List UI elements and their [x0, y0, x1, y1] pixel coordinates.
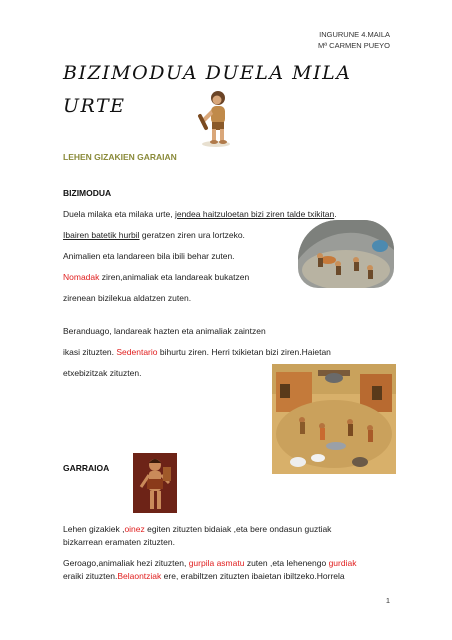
- subtitle: LEHEN GIZAKIEN GARAIAN: [63, 152, 177, 162]
- paragraph-line: Lehen gizakiek ,oinez egiten zituzten bidaiak ,eta bere ondasun guztiak: [63, 524, 332, 534]
- caveman-illustration: [196, 86, 236, 148]
- paragraph-line: Geroago,animaliak hezi zituzten, gurpila asmatu zuten ,eta lehenengo gurdiak: [63, 558, 357, 568]
- paragraph-line: Ibairen batetik hurbil geratzen ziren ura lortzeko.: [63, 230, 245, 240]
- paragraph-line: eraiki zituzten.Belaontziak ere, erabiltzen zituzten ibaietan ibiltzeko.Horrela: [63, 571, 345, 581]
- paragraph-line: zirenean bizilekua aldatzen zuten.: [63, 293, 192, 303]
- paragraph-line: Duela milaka eta milaka urte, jendea haitzuloetan bizi ziren talde txikitan.: [63, 209, 337, 219]
- paragraph-line: etxebizitzak zituzten.: [63, 368, 142, 378]
- paragraph-line: Animalien eta landareen bila ibili behar zuten.: [63, 251, 235, 261]
- header-line2: Mª CARMEN PUEYO: [318, 41, 390, 50]
- paragraph-line: Nomadak ziren,animaliak eta landareak bukatzen: [63, 272, 250, 282]
- section-heading-bizimodua: BIZIMODUA: [63, 188, 112, 198]
- header-line1: INGURUNE 4.MAILA: [319, 30, 390, 39]
- page-title-line2: URTE: [63, 95, 126, 117]
- page-title-line1: BIZIMODUA DUELA MILA: [63, 62, 352, 84]
- village-scene-illustration: [272, 364, 396, 474]
- traveler-illustration: [133, 453, 177, 513]
- cave-scene-illustration: [298, 220, 394, 288]
- paragraph-line: bizkarrean eramaten zituzten.: [63, 537, 175, 547]
- section-heading-garraioa: GARRAIOA: [63, 463, 110, 473]
- paragraph-line: Beranduago, landareak hazten eta animaliak zaintzen: [63, 326, 266, 336]
- paragraph-line: ikasi zituzten. Sedentario bihurtu ziren. Herri txikietan bizi ziren.Haietan: [63, 347, 331, 357]
- page-number: 1: [385, 596, 390, 605]
